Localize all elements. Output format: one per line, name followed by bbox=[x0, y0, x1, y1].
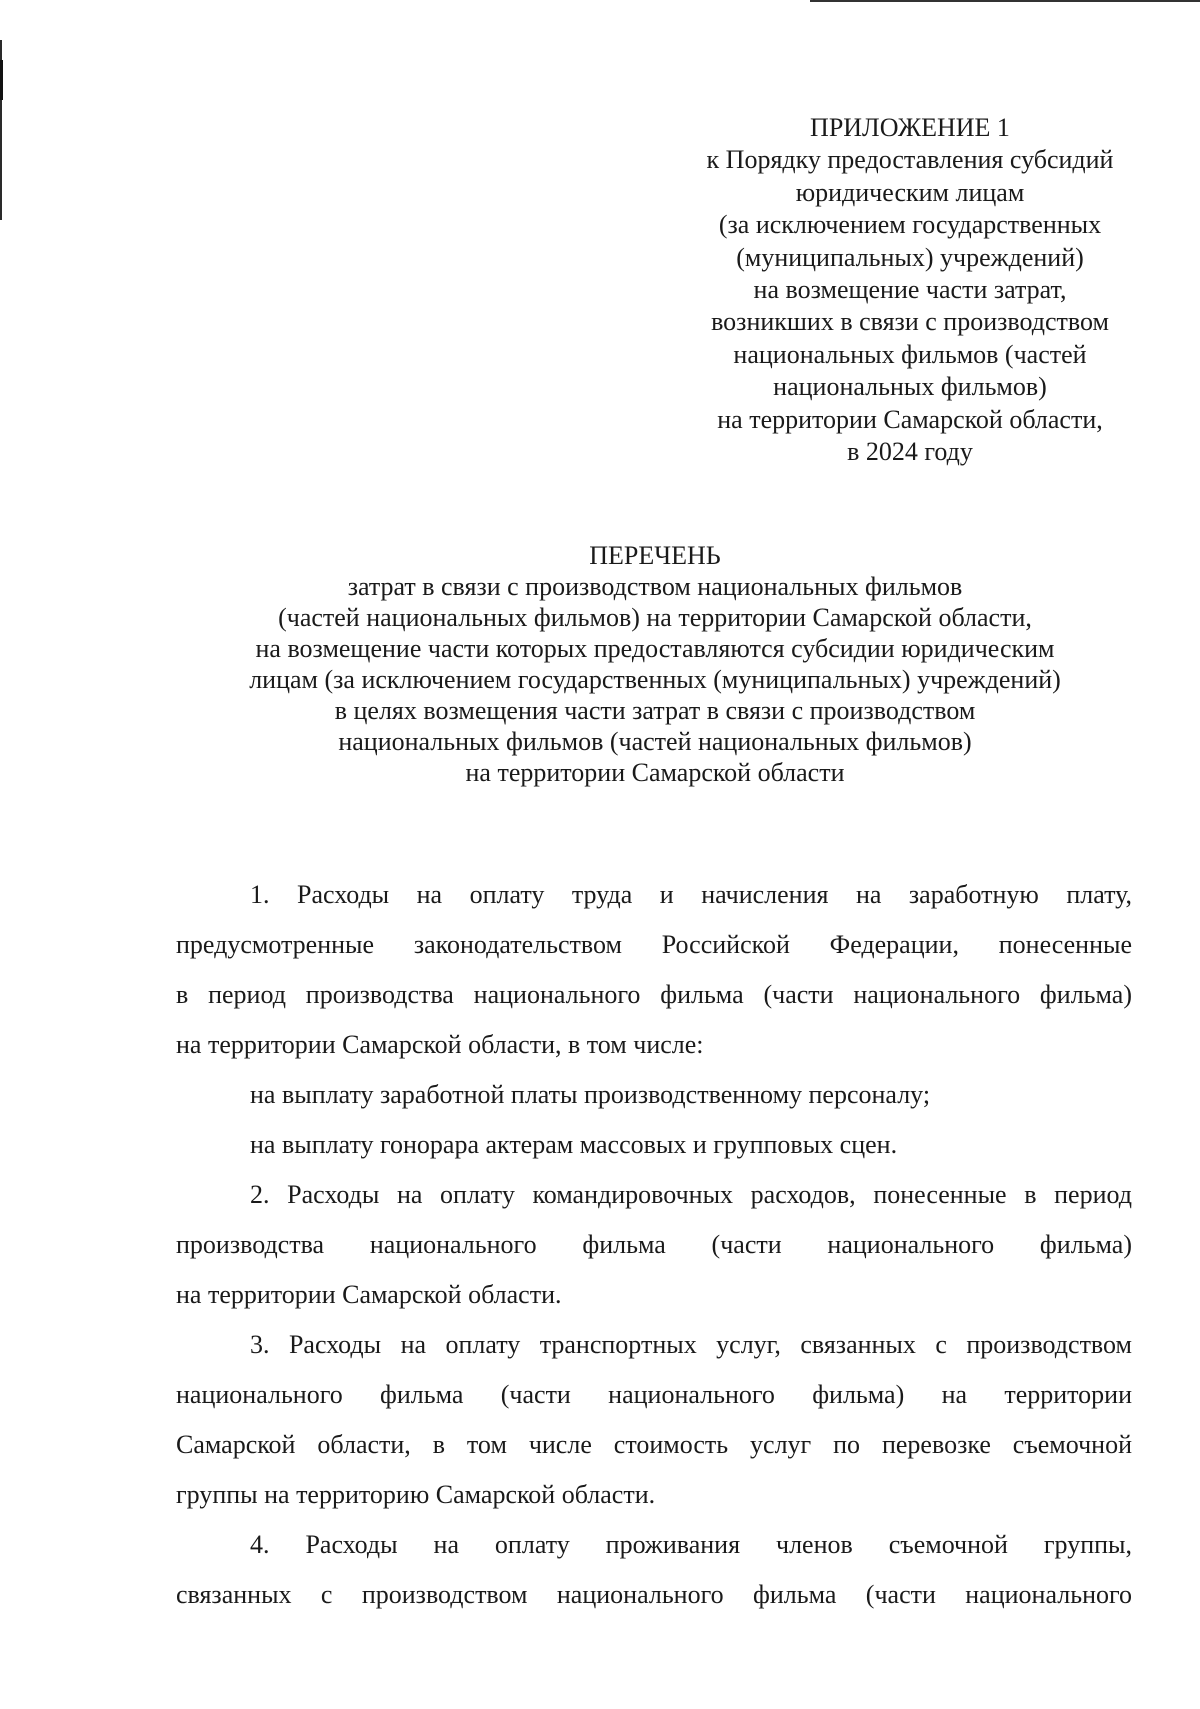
item-3-line: 3. Расходы на оплату транспортных услуг, связанных с производством bbox=[250, 1330, 1132, 1359]
item-1-subitem-text: на выплату гонорара актерам массовых и групповых сцен. bbox=[250, 1130, 898, 1159]
item-1-subitem bbox=[176, 1070, 1132, 1120]
item-1-subitem bbox=[176, 1120, 1132, 1170]
list-title: ПЕРЕЧЕНЬ bbox=[589, 541, 721, 570]
item-3 bbox=[176, 1320, 1132, 1520]
annex-line: (муниципальных) учреждений) bbox=[736, 242, 1084, 272]
item-1-subitem-text: на выплату заработной платы производственному персоналу; bbox=[250, 1080, 931, 1109]
list-header bbox=[100, 540, 1200, 788]
item-1-line: предусмотренные законодательством Российской Федерации, понесенные bbox=[176, 930, 1132, 959]
scan-edge-artifact bbox=[0, 60, 3, 100]
annex-title: ПРИЛОЖЕНИЕ 1 bbox=[810, 113, 1010, 142]
item-2 bbox=[176, 1170, 1132, 1320]
list-subtitle-line: на территории Самарской области bbox=[465, 758, 845, 787]
item-1 bbox=[176, 870, 1132, 1070]
annex-block bbox=[640, 112, 1180, 468]
item-3-line: группы на территорию Самарской области. bbox=[176, 1480, 656, 1509]
list-subtitle-line: национальных фильмов (частей национальных фильмов) bbox=[338, 727, 972, 756]
annex-line: к Порядку предоставления субсидий bbox=[706, 145, 1114, 175]
item-3-line: Самарской области, в том числе стоимость услуг по перевозке съемочной bbox=[176, 1430, 1132, 1459]
annex-line: на возмещение части затрат, bbox=[753, 275, 1067, 305]
item-2-line: на территории Самарской области. bbox=[176, 1280, 562, 1309]
annex-line: в 2024 году bbox=[847, 437, 973, 467]
list-subtitle-line: (частей национальных фильмов) на территории Самарской области, bbox=[278, 603, 1032, 632]
document-body bbox=[176, 870, 1132, 1620]
annex-line: возникших в связи с производством bbox=[711, 307, 1109, 337]
item-1-line: на территории Самарской области, в том числе: bbox=[176, 1030, 704, 1059]
item-4-line: связанных с производством национального фильма (части национального bbox=[176, 1580, 1132, 1609]
item-1-line: в период производства национального фильма (части национального фильма) bbox=[176, 980, 1132, 1009]
item-4-line: 4. Расходы на оплату проживания членов съемочной группы, bbox=[250, 1530, 1132, 1559]
item-2-line: 2. Расходы на оплату командировочных расходов, понесенные в период bbox=[250, 1180, 1132, 1209]
annex-line: (за исключением государственных bbox=[718, 210, 1102, 240]
list-subtitle-line: лицам (за исключением государственных (муниципальных) учреждений) bbox=[249, 665, 1061, 694]
item-3-line: национального фильма (части национального фильма) на территории bbox=[176, 1380, 1132, 1409]
item-2-line: производства национального фильма (части национального фильма) bbox=[176, 1230, 1132, 1259]
annex-line: юридическим лицам bbox=[795, 177, 1025, 207]
list-subtitle-line: затрат в связи с производством национальных фильмов bbox=[347, 572, 963, 601]
list-subtitle-line: в целях возмещения части затрат в связи с производством bbox=[334, 696, 976, 725]
item-1-line: 1. Расходы на оплату труда и начисления на заработную плату, bbox=[250, 880, 1132, 909]
annex-line: национальных фильмов) bbox=[773, 372, 1047, 402]
list-subtitle-line: на возмещение части которых предоставляются субсидии юридическим bbox=[255, 634, 1055, 663]
annex-line: на территории Самарской области, bbox=[717, 404, 1103, 434]
item-4 bbox=[176, 1520, 1132, 1620]
annex-line: национальных фильмов (частей bbox=[733, 339, 1087, 369]
scan-edge-artifact bbox=[810, 0, 1200, 2]
